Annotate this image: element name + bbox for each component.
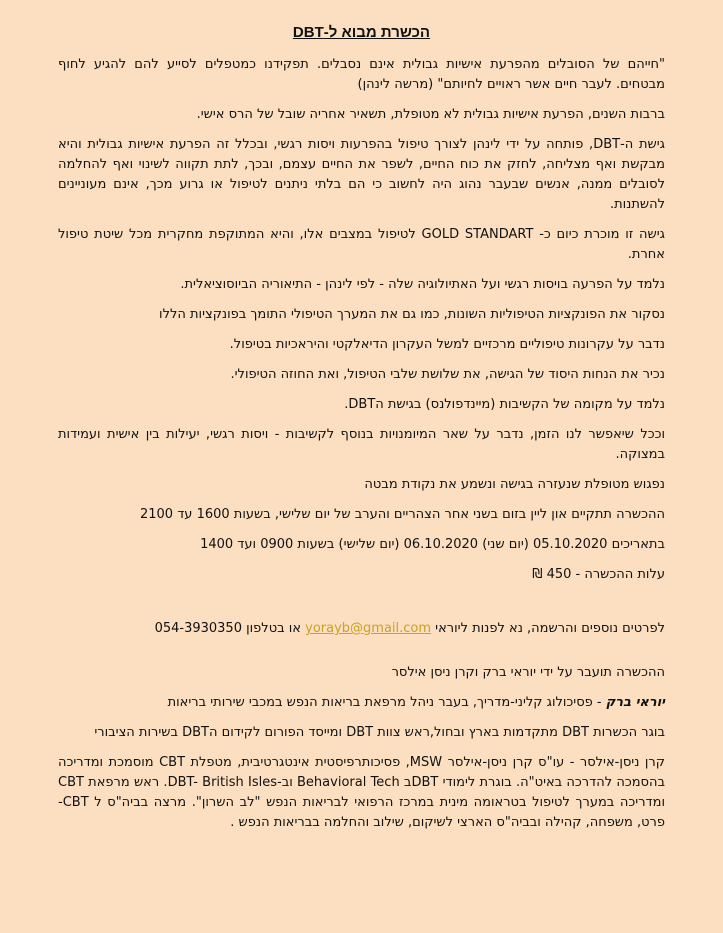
contact-before: לפרטים נוספים והרשמה, נא לפנות ליוראי xyxy=(431,621,665,636)
paragraph-gold-standard: גישה זו מוכרת כיום כ- GOLD STANDART לטיפול במצבים אלו, והיא המתוקפת מחקרית מכל שיטת טיפול אחרת. xyxy=(58,227,665,262)
email-link[interactable]: yorayb@gmail.com xyxy=(305,621,432,636)
presenter-keren: קרן ניסן-אילסר - עו"ס קרן ניסן-אילסר MSW, פסיכותרפיסטית אינטגרטיבית, מטפלת CBT מוסמכת ומדריכה בהסמכה להדרכה באיט"ה. בוגרת לימודי DBTב Behavioral Tech וב-DBT- British Isles. ראש מרפאת CBT ומדריכה במערך לטיפול בטראומה מינית במרכז הרפואי לבריאות הנפש "לב השרון". מרצה בביה"ס ל CBT-פרט, משפחה, קהילה ובביה"ס הארצי לשיקום, שילוב והחלמה בבריאות הנפש . xyxy=(58,755,665,830)
paragraph-patient: נפגוש מטופלת שנעזרה בגישה ונשמע את נקודת מבטה xyxy=(364,477,665,492)
presenter-yorai xyxy=(58,693,665,713)
paragraph-intro: ברבות השנים, הפרעת אישיות גבולית לא מטופלת, תשאיר אחריה שובל של הרס אישי. xyxy=(196,107,665,122)
contact-line xyxy=(58,619,665,639)
paragraph-dates: בתאריכים 05.10.2020 (יום שני) 06.10.2020 (יום שלישי) בשעות 0900 ועד 1400 xyxy=(200,537,665,552)
paragraph-principles: נדבר על עקרונות טיפוליים מרכזיים למשל העקרון הדיאלקטי והיראכיות בטיפול. xyxy=(229,337,665,352)
paragraph-dbt-approach: גישת ה-DBT, פותחה על ידי לינהן לצורך טיפול בהפרעות ויסות רגשי, ובכלל זה הפרעת אישיות גבולית והיא מבקשת ואף מצליחה, לחזק את כוח החיים, לשפר את החיים עצמם, ובכך, לתת תקווה לשינוי ואף להחלמה לסובלים ממנה, אנשים שבעבר נהוג היה לחשוב כי הם בלתי ניתנים לטיפול או גרוע מכך, אינם מעוניינים להשתנות. xyxy=(58,137,665,212)
paragraph-emotion-regulation: נלמד על הפרעה בויסות רגשי ועל האתיולוגיה שלה - לפי לינהן - התיאוריה הביוסוציאלית. xyxy=(180,277,665,292)
paragraph-cost: עלות ההכשרה - 450 ₪ xyxy=(532,567,665,582)
presenter-yorai-more: בוגר הכשרות DBT מתקדמות בארץ ובחול,ראש צוות DBT ומייסד הפורום לקידום הDBT בשירות הציבורי xyxy=(94,725,665,740)
presenter-yorai-desc: - פסיכולוג קליני-מדריך, בעבר ניהל מרפאת בריאות הנפש במכבי שירותי בריאות xyxy=(167,695,606,710)
paragraph-quote: "חייהם של הסובלים מהפרעת אישיות גבולית אינם נסבלים. תפקידנו כמטפלים לסייע להם להגיע לחוף מבטחים. לעבר חיים אשר ראויים לחיותם" (מרשה לינהן) xyxy=(58,57,665,92)
paragraph-mindfulness: נלמד על מקומה של הקשיבות (מיינדפולנס) בגישת הDBT. xyxy=(344,397,665,412)
presenter-yorai-name: יוראי ברק xyxy=(605,695,665,710)
paragraph-assumptions: נכיר את הנחות היסוד של הגישה, את שלושת שלבי הטיפול, ואת החוזה הטיפולי. xyxy=(230,367,665,382)
paragraph-schedule: ההכשרה תתקיים און ליין בזום בשני אחר הצהריים והערב של יום שלישי, בשעות 1600 עד 2100 xyxy=(139,507,665,522)
paragraph-skills: וככל שיאפשר לנו הזמן, נדבר על שאר המיומנויות בנוסף לקשיבות - ויסות רגשי, יעילות בין אישית ועמידות במצוקה. xyxy=(58,427,665,462)
page-title: הכשרת מבוא ל-DBT xyxy=(292,24,431,41)
paragraph-functions: נסקור את הפונקציות הטיפוליות השונות, כמו גם את המערך הטיפולי התומך בפונקציות הללו xyxy=(159,307,665,322)
presenters-intro: ההכשרה תועבר על ידי יוראי ברק וקרן ניסן אילסר xyxy=(391,665,665,680)
contact-after: או בטלפון 054-3930350 xyxy=(154,621,306,636)
